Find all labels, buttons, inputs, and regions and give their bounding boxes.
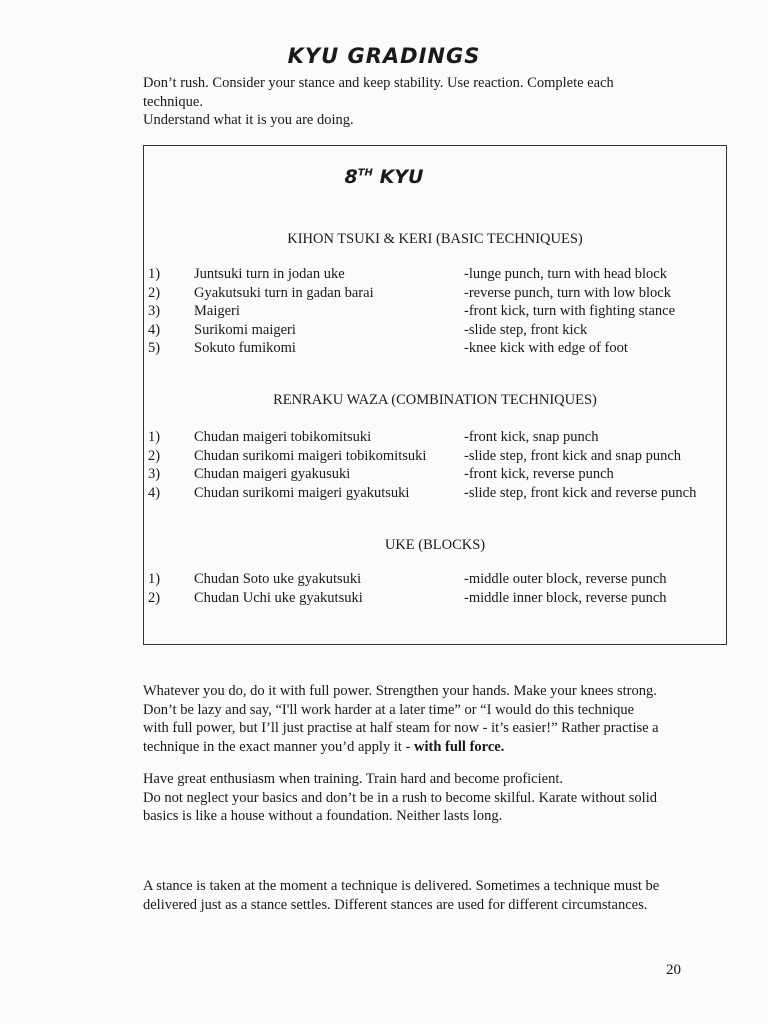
paragraph-line: A stance is taken at the moment a technique is delivered. Sometimes a technique must be: [143, 878, 660, 894]
intro-line: Don’t rush. Consider your stance and keep stability. Use reaction. Complete each: [143, 75, 614, 91]
paragraph-full-power: [143, 682, 693, 756]
list-item: 3) Chudan maigeri gyakusuki -front kick, reverse punch: [148, 466, 614, 482]
intro-line: technique.: [143, 93, 203, 110]
section-heading-blocks: UKE (BLOCKS): [384, 537, 486, 553]
list-item: 1) Juntsuki turn in jodan uke -lunge punch, turn with head block: [148, 266, 667, 282]
paragraph-line: Don’t be lazy and say, “I'll work harder at a later time” or “I would do this technique: [143, 701, 635, 718]
list-item: 2) Gyakutsuki turn in gadan barai -reverse punch, turn with low block: [148, 284, 671, 301]
paragraph-enthusiasm: [143, 770, 693, 826]
section-list-combination: [148, 428, 738, 502]
list-item: 5) Sokuto fumikomi -knee kick with edge of foot: [148, 340, 628, 356]
kyu-suffix: TH: [357, 167, 373, 179]
list-item: 4) Chudan surikomi maigeri gyakutsuki -slide step, front kick and reverse punch: [148, 484, 697, 501]
section-list-basic: [148, 265, 738, 358]
intro-line: Understand what it is you are doing.: [143, 112, 354, 128]
paragraph-line: Have great enthusiasm when training. Train hard and become proficient.: [143, 771, 563, 787]
kyu-number: 8: [344, 166, 358, 188]
list-item: 2) Chudan Uchi uke gyakutsuki -middle inner block, reverse punch: [148, 589, 667, 606]
emphasis-text: with full force.: [413, 738, 505, 755]
paragraph-line: technique in the exact manner you’d apply it - with full force.: [143, 738, 505, 755]
list-item: 4) Surikomi maigeri -slide step, front kick: [148, 321, 588, 338]
page-title: KYU GRADINGS: [287, 44, 481, 68]
paragraph-line: delivered just as a stance settles. Different stances are used for different circumstances.: [143, 896, 648, 913]
intro-text: [143, 74, 663, 130]
paragraph-line: Do not neglect your basics and don’t be in a rush to become skilful. Karate without solid: [143, 789, 657, 806]
list-item: 1) Chudan maigeri tobikomitsuki -front kick, snap punch: [148, 429, 599, 445]
paragraph-line: Whatever you do, do it with full power. Strengthen your hands. Make your knees strong.: [143, 683, 657, 699]
kyu-word: KYU: [379, 166, 424, 188]
section-heading-combination: RENRAKU WAZA (COMBINATION TECHNIQUES): [273, 392, 597, 408]
paragraph-stance: [143, 877, 693, 914]
page-number: 20: [666, 962, 681, 978]
list-item: 2) Chudan surikomi maigeri tobikomitsuki -slide step, front kick and snap punch: [148, 447, 682, 464]
section-heading-basic: KIHON TSUKI & KERI (BASIC TECHNIQUES): [287, 231, 583, 247]
list-item: 3) Maigeri -front kick, turn with fighting stance: [148, 303, 676, 319]
paragraph-line: basics is like a house without a foundation. Neither lasts long.: [143, 808, 503, 824]
section-list-blocks: [148, 570, 738, 607]
paragraph-line: with full power, but I’ll just practise at half steam for now - it’s easier!” Rather practise a: [143, 720, 659, 736]
list-item: 1) Chudan Soto uke gyakutsuki -middle outer block, reverse punch: [148, 571, 667, 587]
kyu-heading: [0, 166, 768, 188]
